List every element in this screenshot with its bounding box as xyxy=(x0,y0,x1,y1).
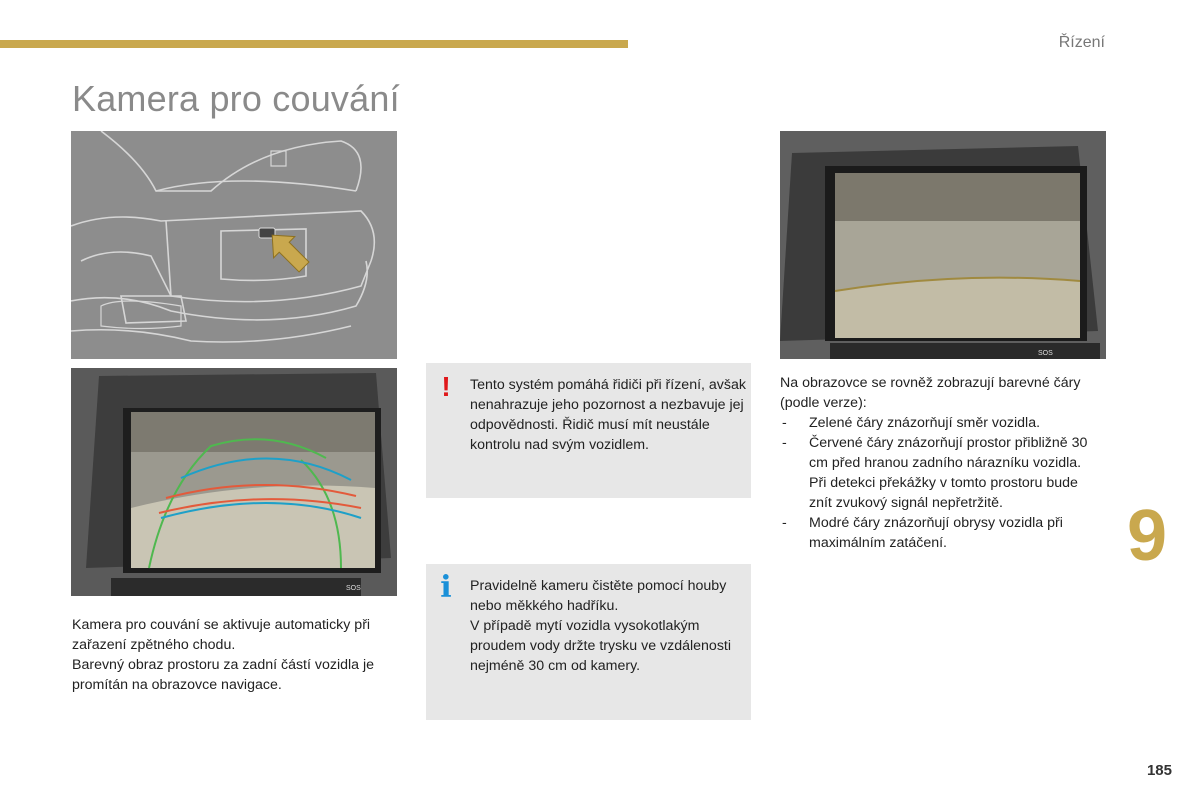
header-accent-bar xyxy=(0,40,628,48)
guidelines-list xyxy=(780,413,1100,553)
sos-button-label: SOS xyxy=(1038,350,1053,357)
sos-button-label: SOS xyxy=(346,585,361,592)
camera-screen-guidelines-photo xyxy=(71,368,397,596)
guideline-item-blue: - Modré čáry znázorňují obrysy vozidla při maximálním zatáčení. xyxy=(780,513,1100,553)
warning-note xyxy=(426,363,751,498)
warning-icon: ! xyxy=(441,371,451,402)
camera-screen-photo xyxy=(780,131,1106,359)
page-title: Kamera pro couvání xyxy=(72,78,400,119)
info-paragraph-1: Pravidelně kameru čistěte pomocí houby nebo měkkého hadříku. xyxy=(470,578,727,614)
intro-text xyxy=(72,615,402,695)
guidelines-intro: Na obrazovce se rovněž zobrazují barevné čáry (podle verze): xyxy=(780,375,1081,411)
guideline-item-red: - Červené čáry znázorňují prostor přibližně 30 cm před hranou zadního nárazníku vozidla. Při detekci překážky v tomto prostoru bude znít zvukový signál nepřetržitě. xyxy=(780,433,1100,513)
info-icon: i xyxy=(440,570,452,605)
intro-paragraph-1: Kamera pro couvání se aktivuje automaticky při zařazení zpětného chodu. xyxy=(72,617,371,653)
guidelines-description xyxy=(780,373,1100,553)
car-rear-camera-illustration xyxy=(71,131,397,359)
guideline-item-green: - Zelené čáry znázorňují směr vozidla. xyxy=(780,413,1100,433)
intro-paragraph-2: Barevný obraz prostoru za zadní částí vozidla je promítán na obrazovce navigace. xyxy=(72,657,375,693)
info-note xyxy=(426,564,751,720)
warning-text: Tento systém pomáhá řidiči při řízení, avšak nenahrazuje jeho pozornost a nezbavuje jej odpovědnosti. Řidič musí mít neustále kontrolu nad svým vozidlem. xyxy=(470,377,746,453)
info-paragraph-2: V případě mytí vozidla vysokotlakým proudem vody držte trysku ve vzdálenosti nejméně 30 cm od kamery. xyxy=(470,618,732,674)
chapter-number: 9 xyxy=(1127,496,1168,576)
section-title: Řízení xyxy=(1058,34,1105,51)
info-text xyxy=(470,576,750,676)
page-number: 185 xyxy=(1146,762,1172,779)
